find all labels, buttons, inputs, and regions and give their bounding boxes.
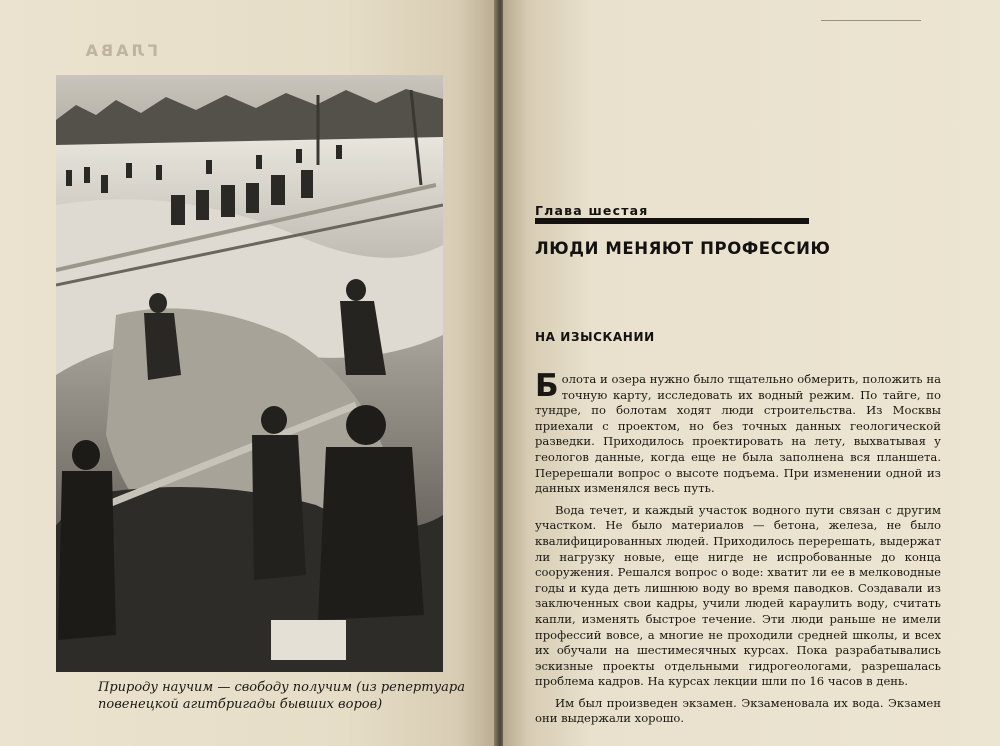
section-title: НА ИЗЫСКАНИИ (535, 330, 655, 344)
show-through-word: ГЛАВА (82, 41, 158, 60)
body-text (535, 368, 941, 733)
right-page (503, 0, 1000, 746)
chapter-label: Глава шестая (535, 203, 649, 218)
snow-block (271, 620, 346, 660)
paragraph-text: олота и озера нужно было тщательно обмерить, положить на точную карту, исследовать их водный режим. По тайге, по тундре, по болотам ходят люди строительства. Из Москвы приехали с проектом, но без точных данных геологической разведки. Приходилось проектировать на лету, выхватывая у геологов данные, когда еще не была заполнена вся планшета. Перерешали вопрос о высоте подъема. При изменении одной из данных изменялся весь путь. (535, 372, 941, 496)
photograph-labor-camp-workers (56, 75, 443, 672)
paragraph: Вода течет, и каждый участок водного пути связан с другим участком. Не было материалов — бетона, железа, не было квалифицированных людей. Приходилось перерешать, выдержат ли нагрузку новые, еще нигде не испробованные до конца сооружения. Решался вопрос о воде: хватит ли ее в мелководные годы и куда деть лишнюю воду во время паводков. Создавали из заключенных свои кадры, учили людей караулить воду, считать капли, изменять быстрое течение. Эти люди раньше не имели профессий вовсе, а многие не проходили средней школы, и всех их обучали на шестимесячных курсах. Пока разрабатывались эскизные проекты отдельными гидрогеологами, разрешалась проблема кадров. На курсах лекции шли по 16 часов в день. (535, 502, 941, 689)
left-page (0, 0, 497, 746)
chapter-title: ЛЮДИ МЕНЯЮТ ПРОФЕССИЮ (535, 239, 831, 258)
show-through-text (70, 40, 160, 60)
running-header-rule (821, 20, 921, 21)
paragraph (535, 368, 941, 497)
chapter-rule (535, 218, 809, 224)
paragraph: Им был произведен экзамен. Экзаменовала их вода. Экзамен они выдержали хорошо. (535, 695, 941, 726)
drop-cap: Б (535, 368, 559, 404)
photo-caption: Природу научим — свободу получим (из репертуара повенецкой агитбригады бывших воров) (98, 680, 465, 712)
